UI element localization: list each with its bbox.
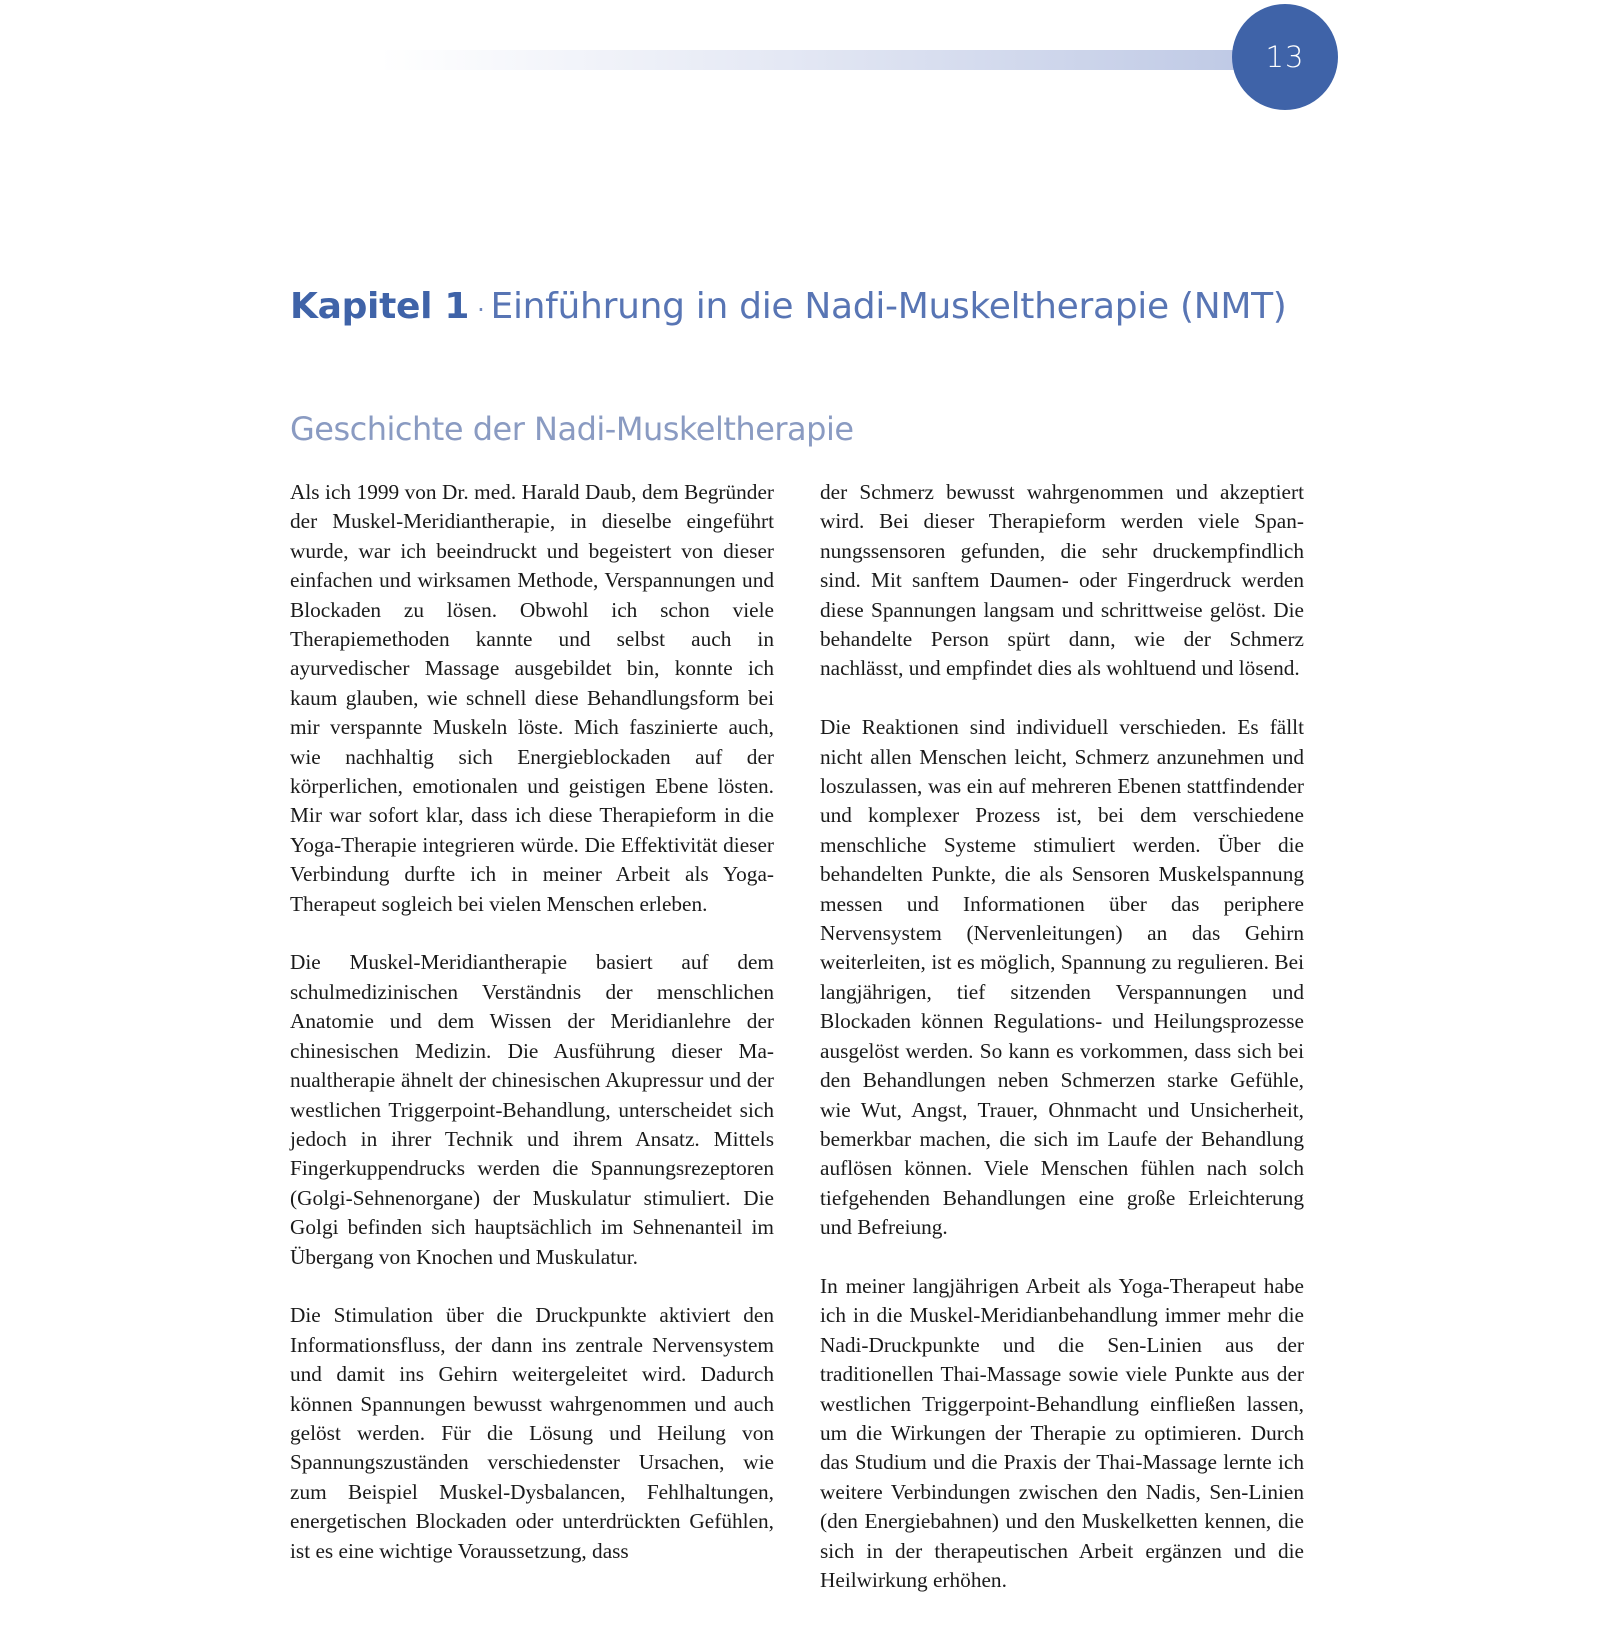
paragraph: Die Reaktionen sind individuell verschieden. Es fällt nicht allen Menschen leicht, Schmerz anzunehmen und loszulassen, was ein auf mehreren Ebenen stattfindender und komplexer Prozess ist, bei dem verschiedene menschliche Systeme stimuliert werden. Über die behandelten Punkte, die als Sensoren Muskelspannung messen und Informationen über das periphere Nervensystem (Nervenleitungen) an das Gehirn weiterleiten, ist es möglich, Spannung zu regulieren. Bei langjährigen, tief sitzenden Verspannungen und Blockaden können Regulations- und Heilungsprozesse ausgelöst werden. So kann es vorkommen, dass sich bei den Behandlungen neben Schmerzen starke Gefühle, wie Wut, Angst, Trauer, Ohnmacht und Unsicherheit, bemerkbar machen, die sich im Laufe der Behandlung auflösen können. Viele Menschen fühlen nach solch tiefgehenden Behandlungen eine große Erleichterung und Befreiung.: [820, 715, 1304, 1240]
header-gradient-bar: [380, 50, 1280, 70]
paragraph: Die Muskel-Meridiantherapie basiert auf dem schulmedizinischen Verständnis der menschlichen Anatomie und dem Wissen der Meridianlehre der chinesischen Medizin. Die Ausführung dieser Manualtherapie ähnelt der chinesischen Akupressur und der westlichen Triggerpoint-Behandlung, unterscheidet sich jedoch in ihrer Technik und ihrem Ansatz. Mittels Fingerkuppendrucks werden die Spannungsrezeptoren (Golgi-Sehnenorgane) der Muskulatur stimuliert. Die Golgi befinden sich hauptsächlich im Sehnenanteil im Übergang von Knochen und Muskulatur.: [290, 950, 774, 1269]
chapter-label: Kapitel 1: [290, 286, 470, 327]
text-column-right: [820, 478, 1304, 1625]
paragraph: Die Stimulation über die Druckpunkte aktiviert den Informationsfluss, der dann ins zentrale Nervensystem und damit ins Gehirn weitergeleitet wird. Dadurch können Spannungen bewusst wahrgenommen und auch gelöst werden. Für die Lösung und Heilung von Spannungszuständen verschiedenster Ursachen, wie zum Beispiel Muskel-Dysbalancen, Fehlhaltungen, energetischen Blockaden oder unterdrückten Gefühlen, ist es eine wichtige Voraussetzung, dass: [290, 1303, 774, 1563]
paragraph: Als ich 1999 von Dr. med. Harald Daub, dem Begründer der Muskel-Meridiantherapie, in dieselbe eingeführt wurde, war ich beeindruckt und begeistert von dieser einfachen und wirksamen Methode, Verspannungen und Blockaden zu lösen. Obwohl ich schon viele Therapiemethoden kannte und selbst auch in ayurvedischer Massage ausgebildet bin, konnte ich kaum glauben, wie schnell diese Behandlungsform bei mir verspannte Muskeln löste. Mich faszinierte auch, wie nachhaltig sich Energieblockaden auf der körperlichen, emotionalen und geistigen Ebene lösten. Mir war sofort klar, dass ich diese Therapieform in die Yoga-Therapie integrieren würde. Die Effektivität dieser Verbindung durfte ich in meiner Arbeit als Yoga-Therapeut sogleich bei vielen Menschen erleben.: [290, 480, 774, 916]
page-number-badge: 13: [1232, 4, 1338, 110]
chapter-name: Einführung in die Nadi-Muskeltherapie (NMT): [490, 286, 1287, 327]
paragraph: In meiner langjährigen Arbeit als Yoga-Therapeut habe ich in die Muskel-Meridianbehandlung immer mehr die Nadi-Druckpunkte und die Sen-Linien aus der traditionellen Thai-Massage sowie viele Punkte aus der westlichen Triggerpoint-Behandlung einfließen lassen, um die Wirkungen der Therapie zu optimieren. Durch das Studium und die Praxis der Thai-Massage lernte ich weitere Verbindungen zwischen den Nadis, Sen-Linien (den Energiebahnen) und den Muskelketten kennen, die sich in der therapeutischen Arbeit ergänzen und die Heilwirkung erhöhen.: [820, 1273, 1304, 1592]
chapter-separator: ·: [477, 296, 485, 324]
section-title: Geschichte der Nadi-Muskeltherapie: [290, 410, 854, 448]
chapter-title: [290, 286, 1287, 327]
paragraph: der Schmerz bewusst wahrgenommen und akzeptiert wird. Bei dieser Therapieform werden viele Spannungssensoren gefunden, die sehr druckempfindlich sind. Mit sanftem Daumen- oder Fingerdruck werden diese Spannungen langsam und schrittweise gelöst. Die behandelte Person spürt dann, wie der Schmerz nachlässt, und empfindet dies als wohltuend und lösend.: [820, 480, 1304, 681]
text-column-left: [290, 478, 774, 1595]
